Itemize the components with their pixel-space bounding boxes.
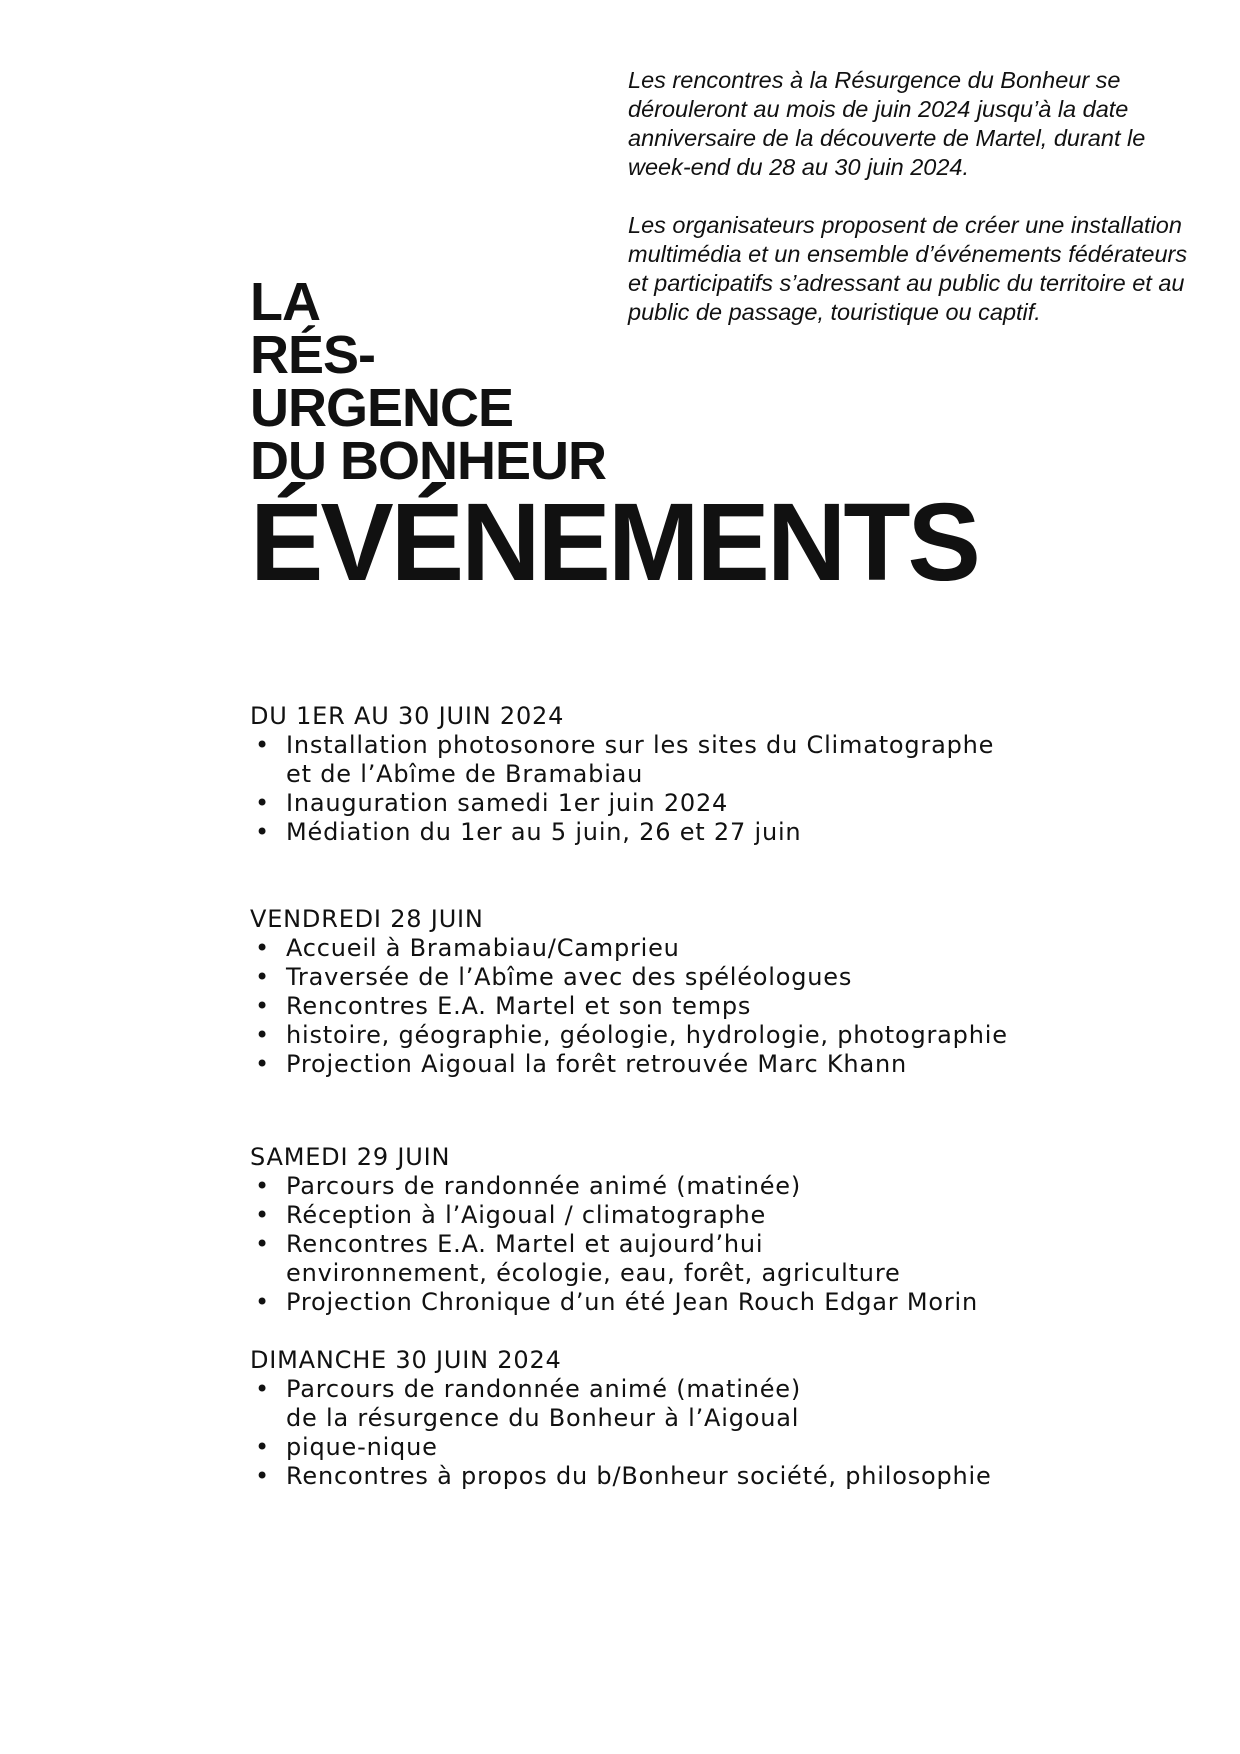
section-heading: SAMEDI 29 JUIN — [250, 1143, 451, 1171]
event-list — [250, 934, 1150, 1079]
schedule-section — [250, 905, 1150, 1079]
title-line: LA — [250, 272, 320, 332]
title-line: DU BONHEUR — [250, 431, 607, 491]
schedule-section — [250, 1346, 1150, 1491]
schedule-section — [250, 1143, 1150, 1317]
event-item — [250, 934, 1150, 963]
schedule — [250, 702, 1150, 1491]
event-label: Installation photosonore sur les sites du Climatographe et de l’Abîme de Bramabiau — [286, 731, 995, 788]
event-label: histoire, géographie, géologie, hydrologie, photographie — [286, 1021, 1008, 1049]
event-item — [250, 731, 1150, 789]
event-item — [250, 1021, 1150, 1050]
event-label: Rencontres E.A. Martel et aujourd’hui environnement, écologie, eau, forêt, agriculture — [286, 1230, 901, 1287]
schedule-section — [250, 702, 1150, 847]
event-label: Accueil à Bramabiau/Camprieu — [286, 934, 680, 962]
event-item — [250, 1172, 1150, 1201]
section-heading: DU 1ER AU 30 JUIN 2024 — [250, 702, 565, 730]
event-label: Médiation du 1er au 5 juin, 26 et 27 juin — [286, 818, 802, 846]
event-list — [250, 731, 1150, 847]
intro-paragraph: Les rencontres à la Résurgence du Bonheur se dérouleront au mois de juin 2024 jusqu’à la date anniversaire de la découverte de Martel, durant le week-end du 28 au 30 juin 2024. — [628, 67, 1146, 180]
event-label: Traversée de l’Abîme avec des spéléologues — [286, 963, 853, 991]
intro-paragraph: Les organisateurs proposent de créer une installation multimédia et un ensemble d’événements fédérateurs et participatifs s’adressant au public du territoire et au public de passage, touristique ou captif. — [628, 212, 1188, 325]
event-list — [250, 1375, 1150, 1491]
event-list — [250, 1172, 1150, 1317]
section-heading: DIMANCHE 30 JUIN 2024 — [250, 1346, 562, 1374]
event-label: Projection Aigoual la forêt retrouvée Marc Khann — [286, 1050, 907, 1078]
event-item — [250, 1462, 1150, 1491]
event-item — [250, 1288, 1150, 1317]
event-label: Rencontres à propos du b/Bonheur société, philosophie — [286, 1462, 992, 1490]
section-heading: VENDREDI 28 JUIN — [250, 905, 484, 933]
title-line: URGENCE — [250, 378, 514, 438]
event-item — [250, 963, 1150, 992]
event-label: Inauguration samedi 1er juin 2024 — [286, 789, 729, 817]
event-label: Rencontres E.A. Martel et son temps — [286, 992, 752, 1020]
event-label: pique-nique — [286, 1433, 438, 1461]
title-line: RÉS- — [250, 325, 376, 385]
event-label: Parcours de randonnée animé (matinée) — [286, 1172, 802, 1200]
event-item — [250, 789, 1150, 818]
page-title: ÉVÉNEMENTS — [250, 481, 978, 604]
event-item — [250, 1375, 1150, 1433]
event-item — [250, 1433, 1150, 1462]
event-item — [250, 818, 1150, 847]
title-block — [250, 272, 978, 604]
event-item — [250, 992, 1150, 1021]
event-item — [250, 1050, 1150, 1079]
event-item — [250, 1230, 1150, 1288]
event-label: Projection Chronique d’un été Jean Rouch Edgar Morin — [286, 1288, 978, 1316]
event-label: Parcours de randonnée animé (matinée) de la résurgence du Bonheur à l’Aigoual — [286, 1375, 802, 1432]
event-item — [250, 1201, 1150, 1230]
event-label: Réception à l’Aigoual / climatographe — [286, 1201, 767, 1229]
